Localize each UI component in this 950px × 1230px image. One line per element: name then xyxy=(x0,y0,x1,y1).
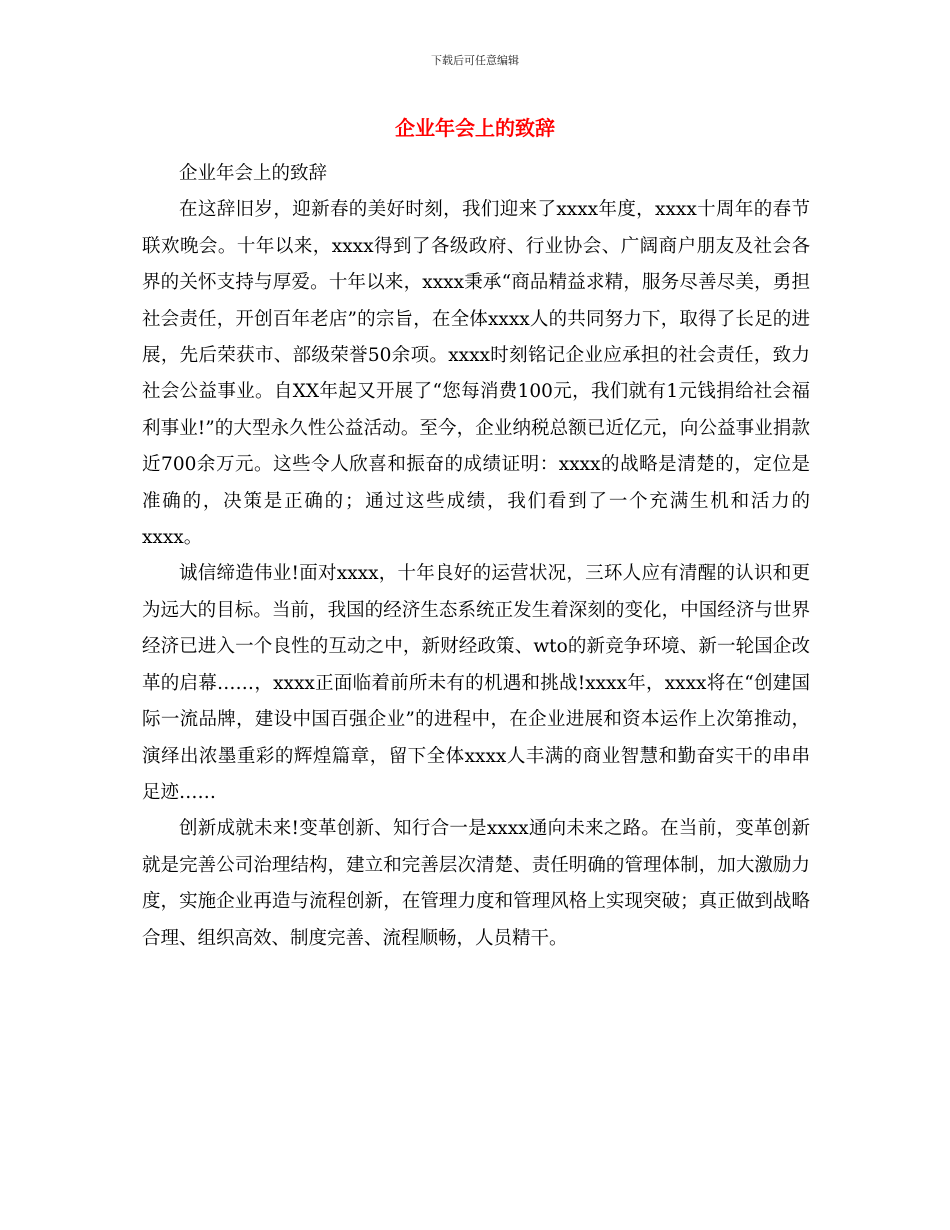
body-paragraph-3: 创新成就未来!变革创新、知行合一是xxxx通向未来之路。在当前，变革创新就是完善公司治理结构，建立和完善层次清楚、责任明确的管理体制，加大激励力度，实施企业再造与流程创新，在管理力度和管理风格上实现突破；真正做到战略合理、组织高效、制度完善、流程顺畅，人员精干。 xyxy=(142,818,810,949)
header-note: 下载后可任意编辑 xyxy=(431,54,519,67)
document-body xyxy=(142,156,810,957)
body-paragraph-1: 在这辞旧岁，迎新春的美好时刻，我们迎来了xxxx年度，xxxx十周年的春节联欢晚会。十年以来，xxxx得到了各级政府、行业协会、广阔商户朋友及社会各界的关怀支持与厚爱。十年以来，xxxx秉承“商品精益求精，服务尽善尽美，勇担社会责任，开创百年老店”的宗旨，在全体xxxx人的共同努力下，取得了长足的进展，先后荣获市、部级荣誉50余项。xxxx时刻铭记企业应承担的社会责任，致力社会公益事业。自XX年起又开展了“您每消费100元，我们就有1元钱捐给社会福利事业!”的大型永久性公益活动。至今，企业纳税总额已近亿元，向公益事业捐款近700余万元。这些令人欣喜和振奋的成绩证明：xxxx的战略是清楚的，定位是准确的，决策是正确的；通过这些成绩，我们看到了一个充满生机和活力的xxxx。 xyxy=(142,199,810,549)
body-paragraph-2: 诚信缔造伟业!面对xxxx，十年良好的运营状况，三环人应有清醒的认识和更为远大的目标。当前，我国的经济生态系统正发生着深刻的变化，中国经济与世界经济已进入一个良性的互动之中，新财经政策、wto的新竞争环境、新一轮国企改革的启幕……，xxxx正面临着前所未有的机遇和挑战!xxxx年，xxxx将在“创建国际一流品牌，建设中国百强企业”的进程中，在企业进展和资本运作上次第推动，演绎出浓墨重彩的辉煌篇章，留下全体xxxx人丰满的商业智慧和勤奋实干的串串足迹…… xyxy=(142,563,810,803)
subtitle-paragraph: 企业年会上的致辞 xyxy=(179,163,328,184)
document-title: 企业年会上的致辞 xyxy=(395,116,555,140)
